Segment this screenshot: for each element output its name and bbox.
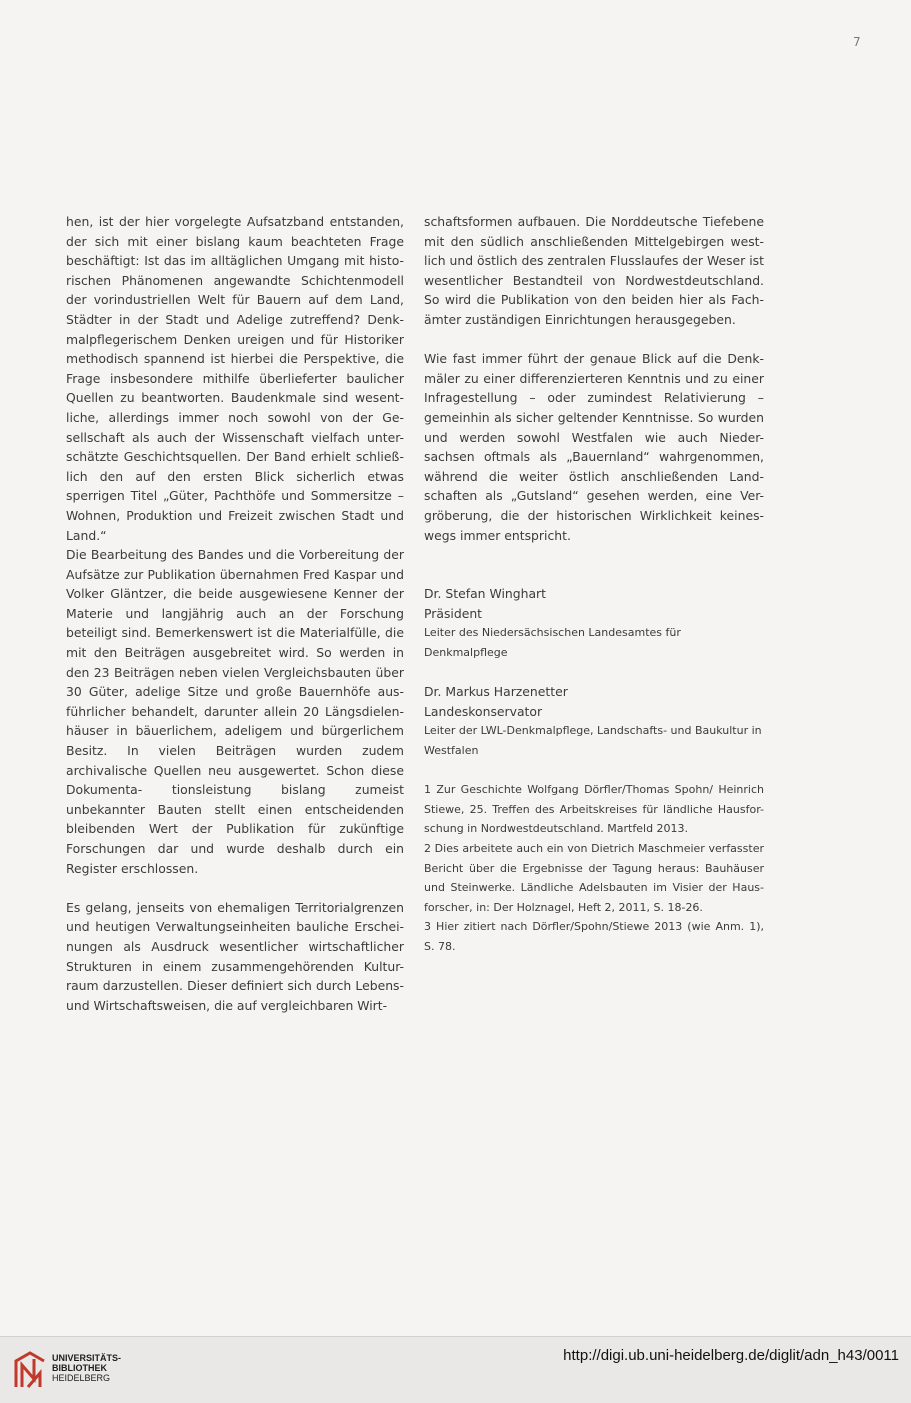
library-name-line: BIBLIOTHEK — [52, 1363, 107, 1373]
signatory-name: Dr. Stefan Winghart — [424, 586, 547, 602]
library-name[interactable] — [52, 1353, 121, 1383]
signatory-organization: Leiter der LWL-Denkmalpflege, Landschafts- und Baukultur in Westfalen — [424, 724, 762, 758]
paragraph: Es gelang, jenseits von ehemaligen Territorialgrenzen und heutigen Verwaltungseinheiten bauliche Erschei- nungen als Ausdruck wesentlicher wirtschaftlicher Strukturen in einem zusammengehörenden Kultur- raum darzustellen. Dieser definiert sich durch Lebens- und Wirtschaftsweisen, die auf vergleichbaren Wirt- — [66, 899, 404, 1013]
right-column — [424, 212, 764, 957]
paragraph: hen, ist der hier vorgelegte Aufsatzband entstanden, der sich mit einer bislang kaum beachteten Frage beschäftigt: Ist das im alltäglichen Umgang mit histo- rischen Phänomenen angewandte Schichtenmodell der vorindustriellen Welt für Bauern auf dem Land, Städter in der Stadt und Adelige zutreffend? Denk- malpflegerischem Denken ureigen und für Historiker methodisch spannend ist hierbei die Perspektive, die Frage insbesondere mithilfe überlieferter baulicher Quellen zu beantworten. Baudenkmale sind wesent- liche, allerdings immer noch sowohl von der Ge- sellschaft als auch der Wissenschaft vielfach unter- schätzte Geschichtsquellen. Der Band erhielt schließ- lich den auf den ersten Blick sicherlich etwas sperrigen Titel „Güter, Pachthöfe und Sommersitze – Wohnen, Produktion und Freizeit zwischen Stadt und Land.“ — [66, 214, 404, 543]
left-column — [66, 212, 404, 1015]
paragraph: Wie fast immer führt der genaue Blick auf die Denk- mäler zu einer differenzierteren Kenntnis und zu einer Infragestellung – oder zumindest Relativierung – gemeinhin als sicher geltender Kenntnisse. So wurden und werden sowohl Westfalen wie auch Nieder- sachsen oftmals als „Bauernland“ wahrgenommen, während die weiter östlich anschließenden Land- schaften als „Gutsland“ gesehen werden, eine Ver- gröberung, die der historischen Wirklichkeit keines- wegs immer entspricht. — [424, 351, 764, 543]
page-number: 7 — [853, 35, 861, 49]
library-name-line: UNIVERSITÄTS- — [52, 1353, 122, 1363]
footnote: 1 Zur Geschichte Wolfgang Dörfler/Thomas Spohn/ Heinrich Stiewe, 25. Treffen des Arbeitskreises für ländliche Hausfor- schung in Nordwestdeutschland. Martfeld 2013. — [424, 783, 764, 836]
signatory-role: Präsident — [424, 605, 483, 621]
paragraph: Die Bearbeitung des Bandes und die Vorbereitung der Aufsätze zur Publikation übernahmen Fred Kaspar und Volker Gläntzer, die beide ausgewiesene Kenner der Materie und langjährig auch an der Forschung beteiligt sind. Bemerkenswert ist die Materialfülle, die mit den Beiträgen ausgebreitet wird. So werden in den 23 Beiträgen neben vielen Vergleichsbauten über 30 Güter, adelige Sitze und große Bauernhöfe aus- führlicher behandelt, darunter allein 20 Längsdielen- häuser in bäuerlichem, adeligem und bürgerlichem Besitz. In vielen Beiträgen wurden zudem archivalische Quellen neu ausgewertet. Schon diese Dokumenta- tionsleistung bislang zumeist unbekannter Bauten stellt einen entscheidenden bleibenden Wert der Publikation für zukünftige Forschungen dar und wurde deshalb durch ein Register erschlossen. — [66, 547, 404, 876]
footnote: 2 Dies arbeitete auch ein von Dietrich Maschmeier verfasster Bericht über die Ergebnisse der Tagung heraus: Bauhäuser und Steinwerke. Ländliche Adelsbauten im Visier der Haus- forscher, in: Der Holznagel, Heft 2, 2011, S. 18-26. — [424, 842, 764, 914]
paragraph: schaftsformen aufbauen. Die Norddeutsche Tiefebene mit den südlich anschließenden Mittelgebirgen west- lich und östlich des zentralen Flusslaufes der Weser ist wesentlicher Bestandteil von Nordwestdeutschland. So wird die Publikation von den beiden hier als Fach- ämter zuständigen Einrichtungen herausgegeben. — [424, 214, 764, 327]
signatory-role: Landeskonservator — [424, 703, 543, 719]
signatory-name: Dr. Markus Harzenetter — [424, 684, 568, 700]
library-logo-icon — [12, 1349, 48, 1391]
signatory-organization: Leiter des Niedersächsischen Landesamtes für Denkmalpflege — [424, 626, 681, 660]
permalink-url[interactable]: http://digi.ub.uni-heidelberg.de/diglit/adn_h43/0011 — [563, 1347, 899, 1364]
footnote: 3 Hier zitiert nach Dörfler/Spohn/Stiewe 2013 (wie Anm. 1), S. 78. — [424, 920, 764, 953]
footer-bar — [0, 1336, 911, 1403]
footnotes — [424, 780, 764, 956]
library-name-line: HEIDELBERG — [52, 1373, 111, 1383]
